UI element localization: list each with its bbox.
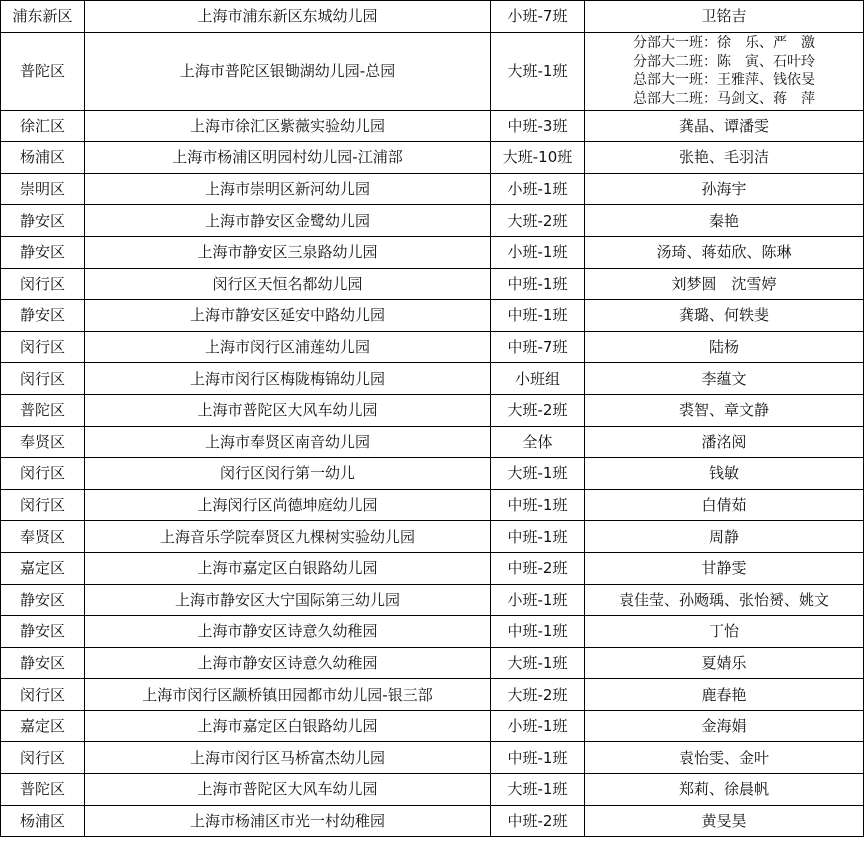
teachers-cell: 陆杨	[585, 331, 864, 363]
table-row	[1, 32, 864, 110]
district-cell: 闵行区	[1, 679, 85, 711]
table-row	[1, 805, 864, 837]
table-row	[1, 710, 864, 742]
school-cell: 上海音乐学院奉贤区九棵树实验幼儿园	[85, 521, 491, 553]
teachers-cell: 黄旻昊	[585, 805, 864, 837]
table-row	[1, 458, 864, 490]
teachers-cell: 裘智、章文静	[585, 394, 864, 426]
teachers-cell: 卫铭吉	[585, 1, 864, 33]
school-cell: 上海市徐汇区紫薇实验幼儿园	[85, 110, 491, 142]
teachers-cell: 孙海宇	[585, 173, 864, 205]
district-cell: 崇明区	[1, 173, 85, 205]
class-cell: 小班-7班	[491, 1, 585, 33]
teachers-cell: 甘静雯	[585, 552, 864, 584]
teachers-cell: 龚晶、谭潘雯	[585, 110, 864, 142]
district-cell: 闵行区	[1, 331, 85, 363]
teachers-line: 总部大二班：马剑文、蒋 萍	[633, 90, 815, 107]
table-row	[1, 521, 864, 553]
class-cell: 大班-2班	[491, 679, 585, 711]
class-cell: 中班-1班	[491, 268, 585, 300]
table-row	[1, 552, 864, 584]
class-cell: 中班-1班	[491, 521, 585, 553]
class-cell: 小班组	[491, 363, 585, 395]
district-cell: 嘉定区	[1, 710, 85, 742]
school-cell: 上海市浦东新区东城幼儿园	[85, 1, 491, 33]
class-cell: 全体	[491, 426, 585, 458]
teachers-cell: 龚璐、何轶斐	[585, 300, 864, 332]
table-row	[1, 142, 864, 174]
district-cell: 奉贤区	[1, 521, 85, 553]
table-row	[1, 110, 864, 142]
district-cell: 普陀区	[1, 32, 85, 110]
district-cell: 浦东新区	[1, 1, 85, 33]
teachers-cell: 鹿春艳	[585, 679, 864, 711]
class-cell: 小班-1班	[491, 584, 585, 616]
teachers-cell: 周静	[585, 521, 864, 553]
teachers-line: 分部大一班：徐 乐、严 激	[633, 35, 815, 52]
district-cell: 静安区	[1, 584, 85, 616]
table-row	[1, 774, 864, 806]
district-cell: 静安区	[1, 236, 85, 268]
class-cell: 大班-1班	[491, 458, 585, 490]
teachers-cell: 汤琦、蒋茹欣、陈琳	[585, 236, 864, 268]
teachers-cell: 袁佳莹、孙飏瑀、张怡赟、姚文	[585, 584, 864, 616]
table-row	[1, 647, 864, 679]
school-cell: 上海市闵行区颛桥镇田园都市幼儿园-银三部	[85, 679, 491, 711]
school-cell: 闵行区天恒名都幼儿园	[85, 268, 491, 300]
table-row	[1, 489, 864, 521]
table-body	[1, 1, 864, 837]
class-cell: 小班-1班	[491, 173, 585, 205]
district-cell: 普陀区	[1, 394, 85, 426]
class-cell: 中班-1班	[491, 616, 585, 648]
district-cell: 静安区	[1, 205, 85, 237]
class-cell: 中班-1班	[491, 300, 585, 332]
school-cell: 上海市杨浦区明园村幼儿园-江浦部	[85, 142, 491, 174]
school-cell: 上海市静安区三泉路幼儿园	[85, 236, 491, 268]
school-cell: 上海市奉贤区南音幼儿园	[85, 426, 491, 458]
school-cell: 上海市静安区诗意久幼稚园	[85, 647, 491, 679]
class-cell: 小班-1班	[491, 236, 585, 268]
school-cell: 上海市闵行区马桥富杰幼儿园	[85, 742, 491, 774]
class-cell: 大班-10班	[491, 142, 585, 174]
school-cell: 上海市静安区金鹭幼儿园	[85, 205, 491, 237]
table-row	[1, 426, 864, 458]
table-row	[1, 363, 864, 395]
district-cell: 奉贤区	[1, 426, 85, 458]
teachers-cell: 夏婧乐	[585, 647, 864, 679]
district-cell: 杨浦区	[1, 142, 85, 174]
teachers-cell: 郑莉、徐晨帆	[585, 774, 864, 806]
district-cell: 嘉定区	[1, 552, 85, 584]
school-cell: 上海市普陀区银锄湖幼儿园-总园	[85, 32, 491, 110]
school-cell: 上海市普陀区大风车幼儿园	[85, 774, 491, 806]
table-row	[1, 300, 864, 332]
teachers-cell: 秦艳	[585, 205, 864, 237]
district-cell: 闵行区	[1, 742, 85, 774]
teachers-cell: 钱敏	[585, 458, 864, 490]
district-cell: 闵行区	[1, 489, 85, 521]
district-cell: 静安区	[1, 616, 85, 648]
teachers-cell	[585, 32, 864, 110]
class-cell: 大班-1班	[491, 32, 585, 110]
school-cell: 上海市静安区大宁国际第三幼儿园	[85, 584, 491, 616]
teachers-cell: 潘洺阅	[585, 426, 864, 458]
district-cell: 徐汇区	[1, 110, 85, 142]
school-cell: 上海市嘉定区白银路幼儿园	[85, 552, 491, 584]
class-cell: 中班-7班	[491, 331, 585, 363]
teachers-cell: 袁怡雯、金叶	[585, 742, 864, 774]
class-cell: 中班-1班	[491, 489, 585, 521]
class-cell: 中班-3班	[491, 110, 585, 142]
school-cell: 闵行区闵行第一幼儿	[85, 458, 491, 490]
teachers-cell: 白倩茹	[585, 489, 864, 521]
table-row	[1, 679, 864, 711]
teachers-line: 总部大一班：王雅萍、钱依旻	[633, 72, 815, 89]
teachers-cell: 金海娟	[585, 710, 864, 742]
teachers-cell: 刘梦圆 沈雪婷	[585, 268, 864, 300]
teachers-cell: 李蕴文	[585, 363, 864, 395]
school-cell: 上海市闵行区浦莲幼儿园	[85, 331, 491, 363]
table-row	[1, 1, 864, 33]
district-cell: 闵行区	[1, 363, 85, 395]
table-row	[1, 268, 864, 300]
district-cell: 静安区	[1, 300, 85, 332]
school-cell: 上海市静安区诗意久幼稚园	[85, 616, 491, 648]
table-row	[1, 236, 864, 268]
school-cell: 上海市嘉定区白银路幼儿园	[85, 710, 491, 742]
table-row	[1, 584, 864, 616]
teachers-cell: 张艳、毛羽洁	[585, 142, 864, 174]
class-cell: 大班-2班	[491, 205, 585, 237]
class-cell: 中班-2班	[491, 805, 585, 837]
school-cell: 上海市杨浦区市光一村幼稚园	[85, 805, 491, 837]
school-cell: 上海闵行区尚德坤庭幼儿园	[85, 489, 491, 521]
school-cell: 上海市静安区延安中路幼儿园	[85, 300, 491, 332]
table-row	[1, 331, 864, 363]
table-row	[1, 742, 864, 774]
table-row	[1, 205, 864, 237]
class-cell: 大班-1班	[491, 647, 585, 679]
district-cell: 闵行区	[1, 268, 85, 300]
teachers-multiline	[633, 34, 815, 108]
table-row	[1, 394, 864, 426]
teachers-line: 分部大二班：陈 寅、石叶玲	[633, 53, 815, 70]
school-cell: 上海市闵行区梅陇梅锦幼儿园	[85, 363, 491, 395]
table-row	[1, 616, 864, 648]
class-cell: 小班-1班	[491, 710, 585, 742]
district-cell: 杨浦区	[1, 805, 85, 837]
district-cell: 闵行区	[1, 458, 85, 490]
district-cell: 静安区	[1, 647, 85, 679]
class-cell: 大班-1班	[491, 774, 585, 806]
teachers-cell: 丁怡	[585, 616, 864, 648]
school-cell: 上海市崇明区新河幼儿园	[85, 173, 491, 205]
district-cell: 普陀区	[1, 774, 85, 806]
class-cell: 中班-1班	[491, 742, 585, 774]
table-row	[1, 173, 864, 205]
class-cell: 大班-2班	[491, 394, 585, 426]
school-cell: 上海市普陀区大风车幼儿园	[85, 394, 491, 426]
class-cell: 中班-2班	[491, 552, 585, 584]
